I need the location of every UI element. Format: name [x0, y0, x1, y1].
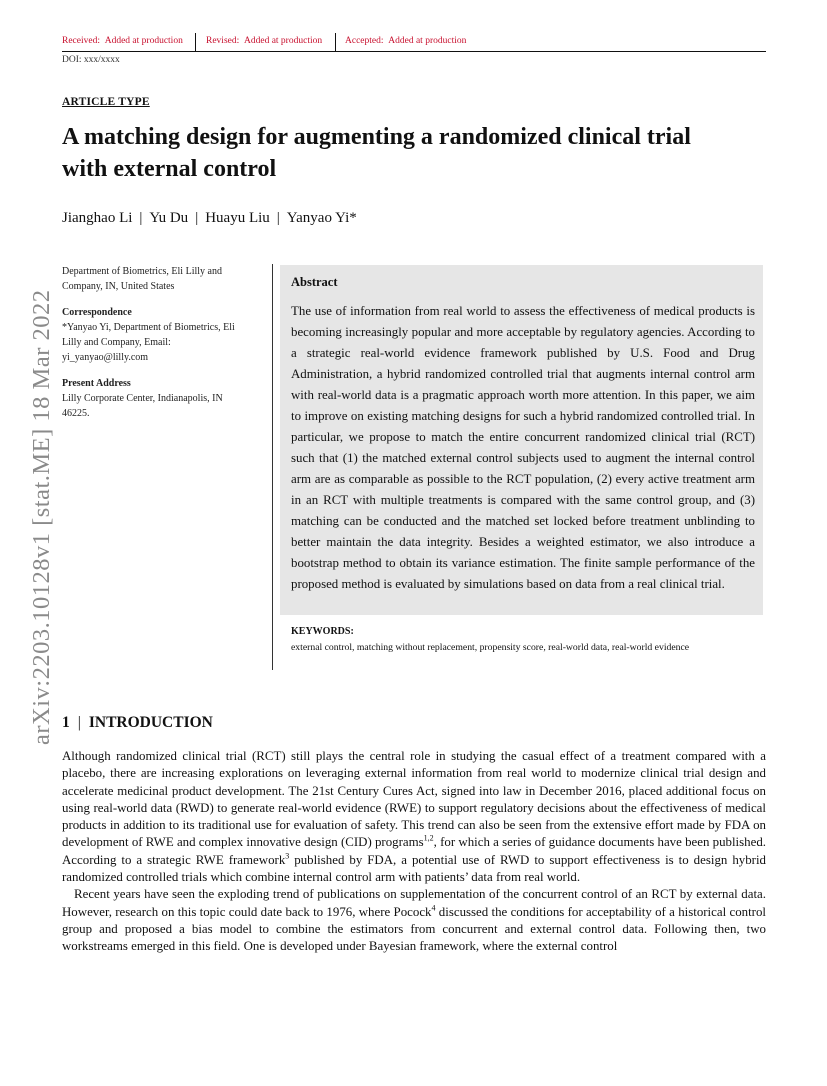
revised-date: Revised: Added at production — [206, 36, 323, 46]
present-address-heading: Present Address — [62, 378, 131, 389]
article-type: ARTICLE TYPE — [62, 96, 150, 108]
author: Yanyao Yi* — [286, 210, 357, 226]
received-date: Received: Added at production — [62, 36, 183, 46]
author-info-column — [62, 264, 267, 421]
citation[interactable]: 3 — [285, 851, 290, 861]
author-separator: | — [139, 210, 143, 226]
publication-dates-bar — [62, 33, 766, 51]
author: Huayu Liu — [205, 210, 270, 226]
section-separator: | — [77, 714, 81, 731]
correspondence-line: *Yanyao Yi, Department of Biometrics, Eli — [62, 322, 235, 333]
paragraph: Recent years have seen the exploding trend of publications on supplementation of the concurrent control of an RCT by external data. However, research on this topic could date back to 1976, where Pocock$^4$ discussed the conditions for acceptability of a historical control group and proposed a bias model to combine the estimators from concurrent and external control data. Following then, two workstreams emerged in this field. One is developed under Bayesian framework, where the external control — [62, 887, 766, 954]
doi: DOI: xxx/xxxx — [62, 55, 120, 65]
author: Jianghao Li — [62, 210, 133, 226]
paper-title — [62, 121, 762, 185]
header-divider — [335, 33, 336, 51]
correspondence-email: yi_yanyao@lilly.com — [62, 352, 149, 363]
author-list — [62, 210, 357, 227]
arxiv-stamp: arXiv:2203.10128v1 [stat.ME] 18 Mar 2022 — [28, 289, 55, 745]
section-title: INTRODUCTION — [88, 714, 213, 731]
present-address-line: 46225. — [62, 408, 90, 419]
present-address-line: Lilly Corporate Center, Indianapolis, IN — [62, 393, 223, 404]
author-separator: | — [195, 210, 199, 226]
correspondence-line: Lilly and Company, Email: — [62, 337, 171, 348]
title-line-2: with external control — [62, 156, 277, 182]
author: Yu Du — [149, 210, 189, 226]
column-divider — [272, 264, 273, 670]
body-text — [62, 748, 766, 956]
correspondence-heading: Correspondence — [62, 307, 132, 318]
header-rule — [62, 51, 766, 52]
paragraph: Although randomized clinical trial (RCT) still plays the central role in studying the casual effect of a treatment compared with a placebo, there are increasing explorations on leveraging external information from real world to modernize clinical trial design and accelerate medicinal product development. The 21st Century Cures Act, signed into law in December 2016, placed additional focus on using real-world data (RWD) to generate real-world evidence (RWE) to support regulatory decisions about the effectiveness of medical products in addition to its traditional use for evaluation of safety. This trend can also be seen from the extensive effort made by FDA on development of RWE and complex innovative design (CID) programs$^{1,2}$, for which a series of guidance documents have been published. According to a strategic RWE framework$^3$ published by FDA, a potential use of RWD to support effectiveness is to design hybrid randomized controlled trials which combine internal control arm with patients’ data from real world. — [62, 749, 766, 885]
citation[interactable]: 1,2 — [423, 834, 434, 844]
author-separator: | — [276, 210, 280, 226]
keywords-text: external control, matching without replacement, propensity score, real-world data, real-world evidence — [291, 642, 690, 653]
section-number: 1 — [62, 714, 70, 731]
citation[interactable]: 4 — [431, 903, 436, 913]
affiliation-line: Company, IN, United States — [62, 281, 175, 292]
abstract-heading: Abstract — [291, 275, 338, 289]
keywords-heading: KEYWORDS: — [291, 626, 354, 637]
abstract-text: The use of information from real world to assess the effectiveness of medical products is becoming increasingly popular and more acceptable by regulatory agencies. According to a strategic real-world evidence framework published by U.S. Food and Drug Administration, a hybrid randomized controlled trial that augments internal control arm with real-world data is a pragmatic approach worth more attention. In this paper, we aim to improve on existing matching designs for such a hybrid randomized controlled trial. In particular, we propose to match the entire concurrent randomized clinical trial (RCT) such that (1) the matched external control subjects used to augment the internal control arm are as comparable as possible to the RCT population, (2) every active treatment arm in an RCT with multiple treatments is compared with the same control group, and (3) matching can be conducted and the matched set locked before treatment unblinding to better maintain the data integrity. Besides a weighted estimator, we also introduce a bootstrap method to obtain its variance estimation. The finite sample performance of the proposed method is evaluated by simulations based on data from a real clinical trial. — [291, 304, 755, 591]
affiliation-line: Department of Biometrics, Eli Lilly and — [62, 266, 222, 277]
section-heading — [62, 714, 213, 732]
accepted-date: Accepted: Added at production — [345, 36, 467, 46]
title-line-1: A matching design for augmenting a randomized clinical trial — [62, 124, 691, 150]
header-divider — [195, 33, 196, 51]
